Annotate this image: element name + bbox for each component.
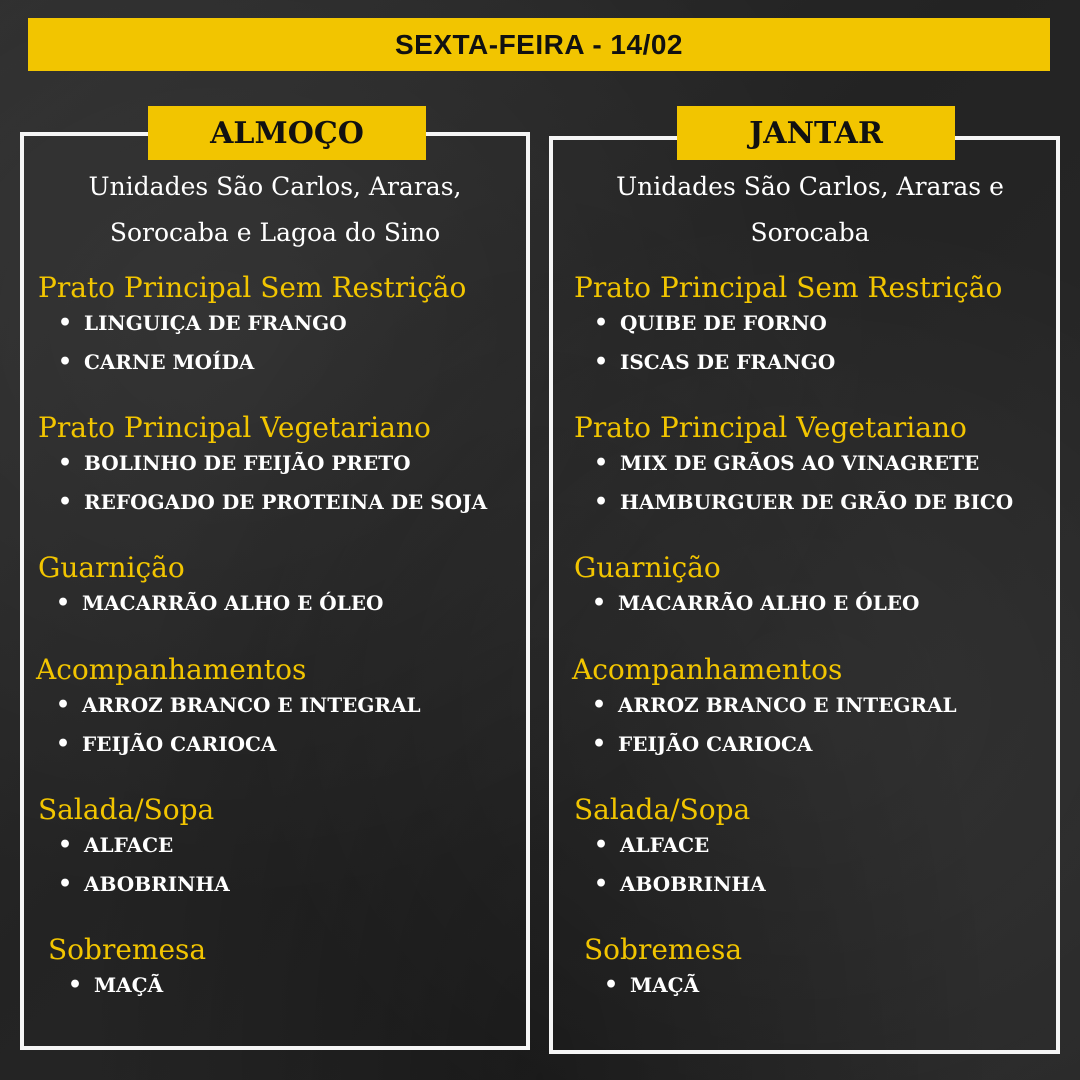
almoco-section-title: Prato Principal Sem Restrição xyxy=(38,271,467,304)
jantar-section-title: Sobremesa xyxy=(584,933,743,966)
almoco-units xyxy=(40,164,510,256)
almoco-menu-item: • ABOBRINHA xyxy=(58,871,230,897)
jantar-menu-item: • ABOBRINHA xyxy=(594,871,766,897)
almoco-menu-item: • FEIJÃO CARIOCA xyxy=(56,731,276,757)
almoco-section-title: Prato Principal Vegetariano xyxy=(38,411,431,444)
jantar-menu-item: • MIX DE GRÃOS AO VINAGRETE xyxy=(594,450,979,476)
almoco-section-title: Sobremesa xyxy=(48,933,207,966)
jantar-section-title: Prato Principal Sem Restrição xyxy=(574,271,1003,304)
jantar-section-title: Acompanhamentos xyxy=(572,653,843,686)
almoco-menu-item: • MAÇÃ xyxy=(68,972,163,998)
jantar-tag: JANTAR xyxy=(677,106,955,160)
almoco-section-title: Acompanhamentos xyxy=(36,653,307,686)
jantar-units-line2: Sorocaba xyxy=(750,218,870,247)
almoco-tag: ALMOÇO xyxy=(148,106,426,160)
jantar-menu-item: • ISCAS DE FRANGO xyxy=(594,349,835,375)
almoco-units-line2: Sorocaba e Lagoa do Sino xyxy=(109,218,441,247)
jantar-menu-item: • MACARRÃO ALHO E ÓLEO xyxy=(592,590,919,616)
jantar-units-line1: Unidades São Carlos, Araras e xyxy=(616,172,1004,201)
almoco-units-line1: Unidades São Carlos, Araras, xyxy=(88,172,462,201)
jantar-units xyxy=(570,164,1050,256)
almoco-menu-item: • ARROZ BRANCO E INTEGRAL xyxy=(56,692,421,718)
jantar-section-title: Salada/Sopa xyxy=(574,793,751,826)
jantar-menu-item: • HAMBURGUER DE GRÃO DE BICO xyxy=(594,489,1013,515)
almoco-menu-item: • LINGUIÇA DE FRANGO xyxy=(58,310,347,336)
jantar-menu-item: • MAÇÃ xyxy=(604,972,699,998)
almoco-section-title: Guarnição xyxy=(38,551,185,584)
almoco-menu-item: • MACARRÃO ALHO E ÓLEO xyxy=(56,590,383,616)
almoco-section-title: Salada/Sopa xyxy=(38,793,215,826)
jantar-menu-item: • FEIJÃO CARIOCA xyxy=(592,731,812,757)
jantar-menu-item: • ALFACE xyxy=(594,832,709,858)
jantar-section-title: Guarnição xyxy=(574,551,721,584)
jantar-section-title: Prato Principal Vegetariano xyxy=(574,411,967,444)
almoco-menu-item: • BOLINHO DE FEIJÃO PRETO xyxy=(58,450,411,476)
jantar-menu-item: • QUIBE DE FORNO xyxy=(594,310,827,336)
almoco-menu-item: • REFOGADO DE PROTEINA DE SOJA xyxy=(58,489,487,515)
almoco-menu-item: • CARNE MOÍDA xyxy=(58,349,254,375)
page-title: SEXTA-FEIRA - 14/02 xyxy=(28,18,1050,71)
jantar-menu-item: • ARROZ BRANCO E INTEGRAL xyxy=(592,692,957,718)
almoco-menu-item: • ALFACE xyxy=(58,832,173,858)
